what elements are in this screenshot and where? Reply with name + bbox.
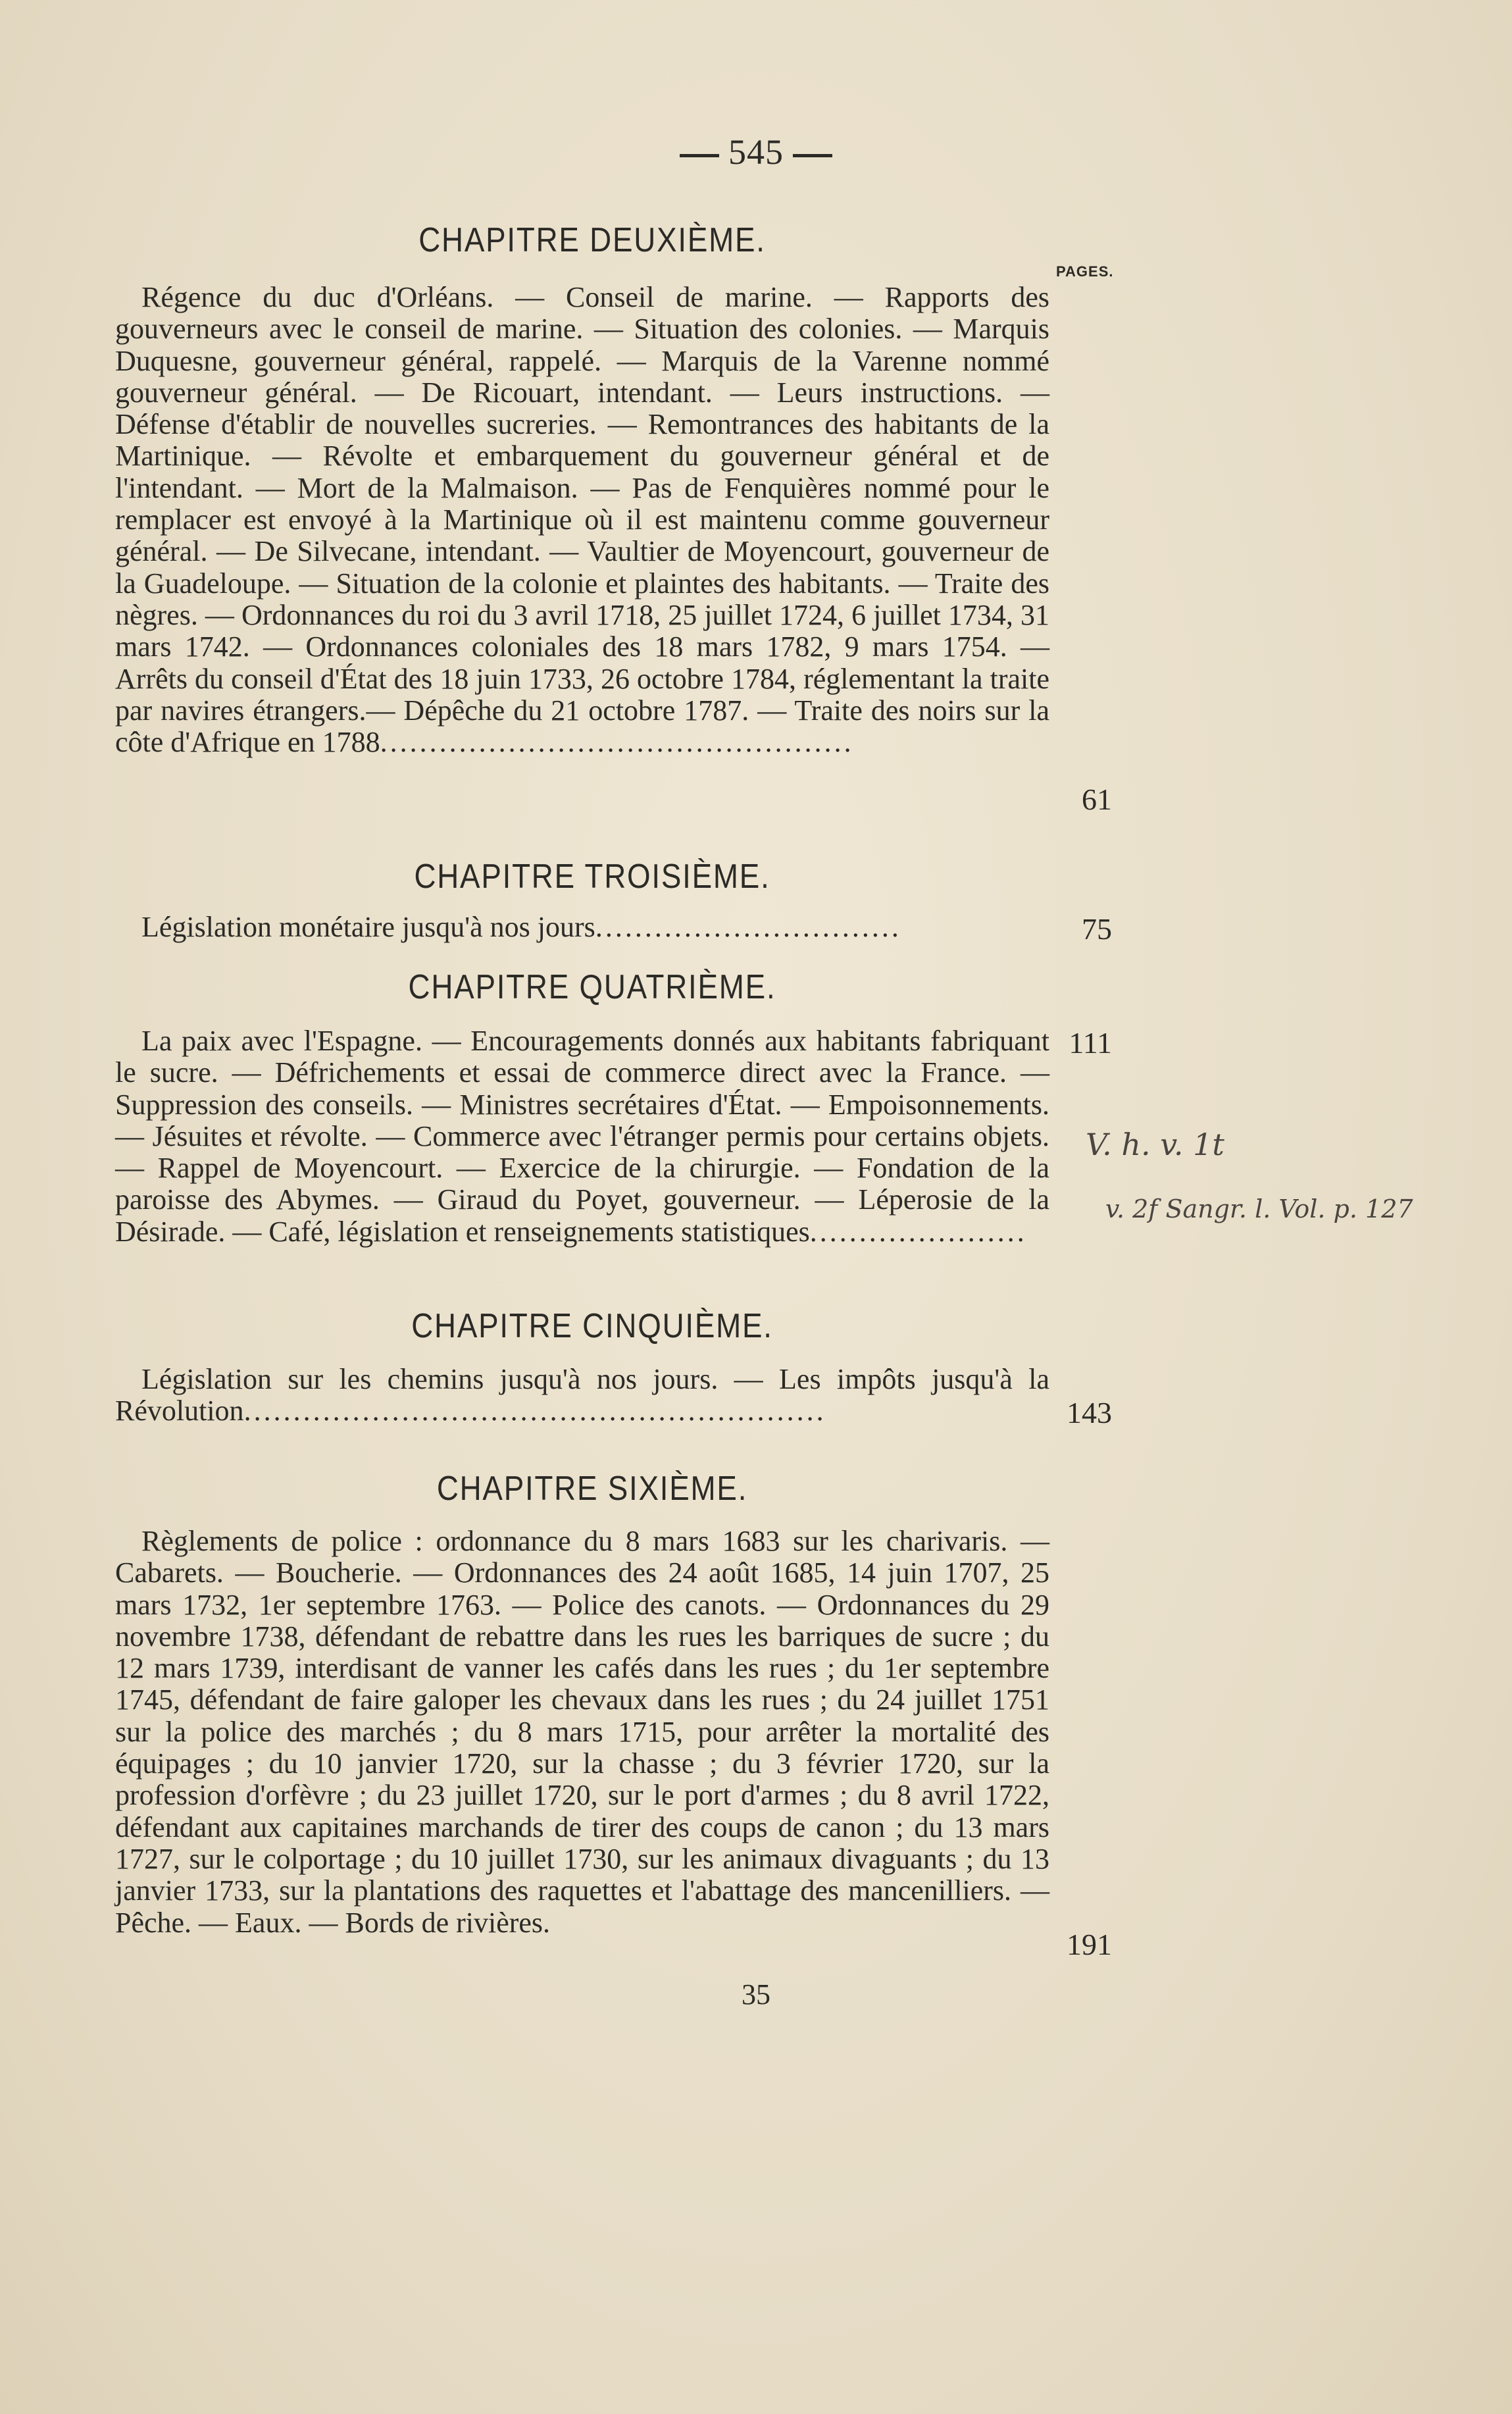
chapter-3-text: Législation monétaire jusqu'à nos jours [141, 911, 595, 943]
chapter-heading-2: CHAPITRE DEUXIÈME. [418, 221, 766, 259]
chapter-2-text: Régence du duc d'Orléans. — Conseil de marine. — Rapports des gouverneurs avec le conseil de marine. — Situation des colonies. — Marquis Duquesne, gouverneur général, rappelé. — Marquis de la Varenne nommé gouverneur général. — De Ricouart, intendant. — Leurs instructions. — Défense d'établir de nouvelles sucreries. — Remontrances des habitants de la Martinique. — Révolte et embarquement du gouverneur général et de l'intendant. — Mort de la Malmaison. — Pas de Fenquières nommé pour le remplacer est envoyé à la Martinique où il est maintenu comme gouverneur général. — De Silvecane, intendant. — Vaultier de Moyencourt, gouverneur de la Guadeloupe. — Situation de la colonie et plaintes des habitants. — Traite des nègres. — Ordonnances du roi du 3 avril 1718, 25 juillet 1724, 6 juillet 1734, 31 mars 1742. — Ordonnances coloniales des 18 mars 1782, 9 mars 1754. — Arrêts du conseil d'État des 18 juin 1733, 26 octobre 1784, réglementant la traite par navires étrangers.— Dépêche du 21 octobre 1787. — Traite des noirs sur la côte d'Afrique en 1788 [115, 281, 1049, 759]
chapter-heading-4: CHAPITRE QUATRIÈME. [408, 968, 776, 1006]
chapter-5-text: Législation sur les chemins jusqu'à nos jours. — Les impôts jusqu'à la Révolution [115, 1363, 1049, 1427]
chapter-2-summary [115, 282, 1049, 758]
chapter-heading-5: CHAPITRE CINQUIÈME. [411, 1307, 773, 1345]
dot-leader: ........................................................... [243, 1395, 826, 1427]
page-folio [0, 132, 1512, 172]
chapter-5-page: 143 [1067, 1396, 1112, 1429]
chapter-5-summary [115, 1364, 1049, 1427]
pages-column-label: PAGES. [1056, 263, 1114, 280]
folio-number: 545 [728, 132, 784, 172]
chapter-4-text: La paix avec l'Espagne. — Encouragements donnés aux habitants fabriquant le sucre. — Défrichements et essai de commerce direct avec la France. — Suppression des conseils. — Ministres secrétaires d'État. — Empoisonnements. — Jésuites et révolte. — Commerce avec l'étranger permis pour certains objets. — Rappel de Moyencourt. — Exercice de la chirurgie. — Fondation de la paroisse des Abymes. — Giraud du Poyet, gouverneur. — Léperosie de la Désirade. — Café, législation et renseignements statistiques [115, 1025, 1049, 1248]
dot-leader: ................................................ [380, 726, 854, 759]
chapter-3-page: 75 [1082, 912, 1112, 946]
chapter-heading-3: CHAPITRE TROISIÈME. [414, 858, 770, 896]
handwritten-note-2: v. 2f Sangr. l. Vol. p. 127 [1105, 1194, 1413, 1223]
chapter-3-summary [115, 912, 1049, 943]
chapter-2-page: 61 [1082, 783, 1112, 816]
signature-mark: 35 [742, 1978, 770, 2011]
dot-leader: ...................... [809, 1215, 1027, 1248]
folio-dash-left [680, 154, 719, 157]
handwritten-note-1: V. h. v. 1t [1086, 1127, 1224, 1162]
chapter-6-summary [115, 1526, 1049, 1939]
dot-leader: ............................... [595, 911, 901, 943]
chapter-heading-6: CHAPITRE SIXIÈME. [436, 1470, 748, 1508]
chapter-6-page: 191 [1067, 1928, 1112, 1961]
folio-dash-right [793, 154, 832, 157]
chapter-4-summary [115, 1025, 1049, 1248]
chapter-6-text: Règlements de police : ordonnance du 8 mars 1683 sur les charivaris. — Cabarets. — Boucherie. — Ordonnances des 24 août 1685, 14 juin 1707, 25 mars 1732, 1er septembre 1763. — Police des canots. — Ordonnances du 29 novembre 1738, défendant de rebattre dans les rues les barriques de sucre ; du 12 mars 1739, interdisant de vanner les cafés dans les rues ; du 1er septembre 1745, défendant de faire galoper les chevaux dans les rues ; du 24 juillet 1751 sur la police des marchés ; du 8 mars 1715, pour arrêter la mortalité des équipages ; du 10 janvier 1720, sur la chasse ; du 3 février 1720, sur la profession d'orfèvre ; du 23 juillet 1720, sur le port d'armes ; du 8 avril 1722, défendant aux capitaines marchands de tirer des coups de canon ; du 13 mars 1727, sur le colportage ; du 10 juillet 1730, sur les animaux divaguants ; du 13 janvier 1733, sur la plantations des raquettes et l'abattage des mancenilliers. — Pêche. — Eaux. — Bords de rivières. [115, 1525, 1049, 1939]
chapter-4-page: 111 [1069, 1026, 1112, 1060]
